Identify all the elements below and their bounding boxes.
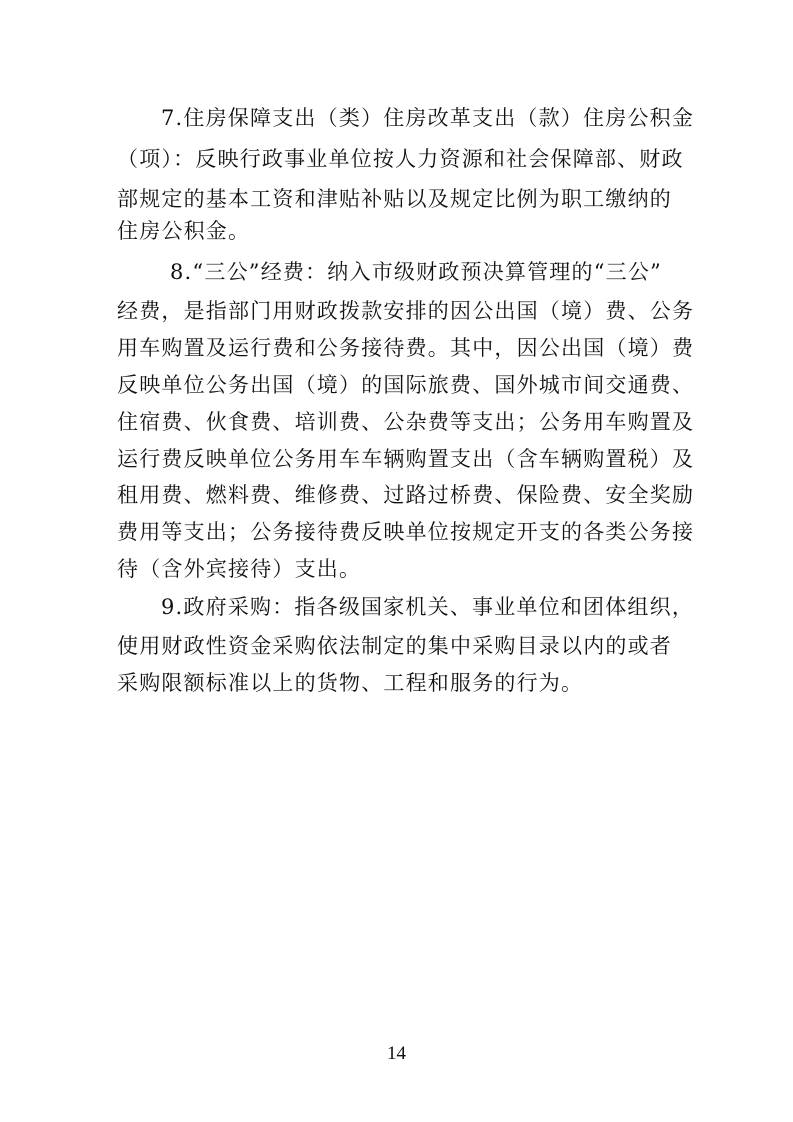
page-number: 14 (387, 1043, 406, 1064)
text-line: 用车购置及运行费和公务接待费。其中，因公出国（境）费 (117, 336, 695, 360)
text-line: 7.住房保障支出（类）住房改革支出（款）住房公积金 (161, 106, 695, 130)
text-line: 使用财政性资金采购依法制定的集中采购目录以内的或者 (117, 634, 672, 658)
text-line: 采购限额标准以上的货物、工程和服务的行为。 (117, 671, 584, 695)
text-line: 经费，是指部门用财政拨款安排的因公出国（境）费、公务 (117, 299, 695, 323)
text-line: 住宿费、伙食费、培训费、公杂费等支出；公务用车购置及 (117, 410, 695, 434)
text-line: 租用费、燃料费、维修费、过路过桥费、保险费、安全奖励 (117, 483, 695, 507)
text-line: 费用等支出；公务接待费反映单位按规定开支的各类公务接 (117, 520, 695, 544)
text-line: 待（含外宾接待）支出。 (117, 557, 362, 581)
text-line: 8.“三公”经费：纳入市级财政预决算管理的“三公” (170, 260, 662, 284)
text-line: 9.政府采购：指各级国家机关、事业单位和团体组织， (161, 595, 695, 619)
text-line: 反映单位公务出国（境）的国际旅费、国外城市间交通费、 (117, 373, 695, 397)
text-line: 住房公积金。 (117, 219, 251, 243)
text-line: （项）：反映行政事业单位按人力资源和社会保障部、财政 (117, 147, 684, 171)
text-line: 运行费反映单位公务用车车辆购置支出（含车辆购置税）及 (117, 447, 695, 471)
text-line: 部规定的基本工资和津贴补贴以及规定比例为职工缴纳的 (117, 187, 672, 211)
